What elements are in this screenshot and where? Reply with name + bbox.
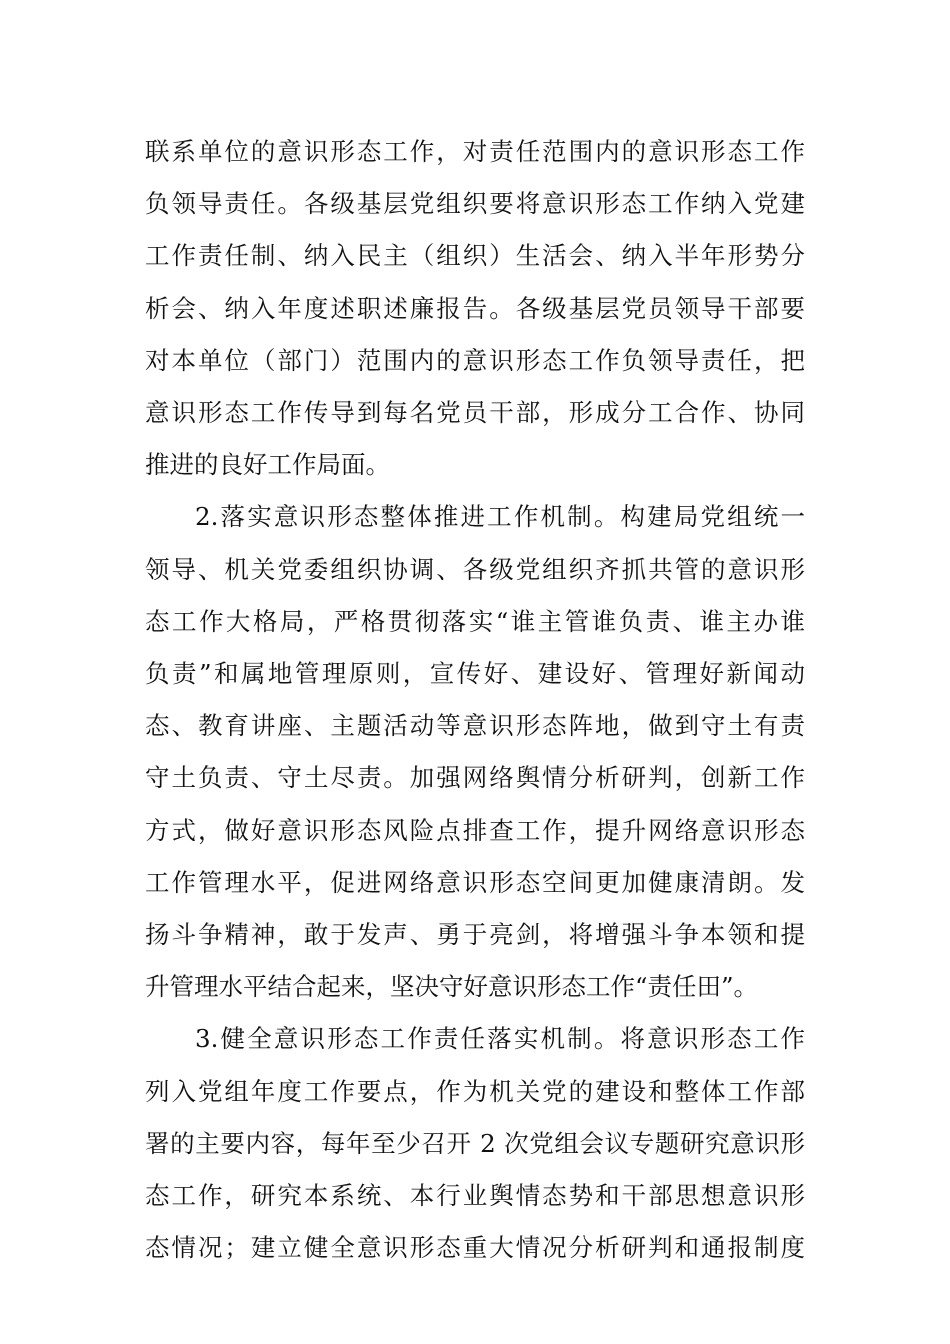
text-line: 态、教育讲座、主题活动等意识形态阵地，做到守土有责 <box>145 711 805 740</box>
text-line: 意识形态工作传导到每名党员干部，形成分工合作、协同 <box>145 398 805 427</box>
text-line: 领导、机关党委组织协调、各级党组织齐抓共管的意识形 <box>145 555 805 584</box>
text-line: 工作管理水平，促进网络意识形态空间更加健康清朗。发 <box>145 868 805 897</box>
text-line: 态工作，研究本系统、本行业舆情态势和干部思想意识形 <box>145 1181 805 1210</box>
text-line: 析会、纳入年度述职述廉报告。各级基层党员领导干部要 <box>145 294 805 323</box>
text-line: 态情况；建立健全意识形态重大情况分析研判和通报制度 <box>145 1233 805 1262</box>
paragraph-heading-2: 2.落实意识形态整体推进工作机制。构建局党组统一 <box>195 502 805 531</box>
text-line: 守土负责、守土尽责。加强网络舆情分析研判，创新工作 <box>145 763 805 792</box>
text-line: 负责”和属地管理原则，宣传好、建设好、管理好新闻动 <box>145 659 805 688</box>
text-line: 工作责任制、纳入民主（组织）生活会、纳入半年形势分 <box>145 241 805 270</box>
paragraph-heading-3: 3.健全意识形态工作责任落实机制。将意识形态工作 <box>195 1024 805 1053</box>
text-line: 署的主要内容，每年至少召开 2 次党组会议专题研究意识形 <box>145 1129 805 1158</box>
text-line: 扬斗争精神，敢于发声、勇于亮剑，将增强斗争本领和提 <box>145 920 805 949</box>
text-line: 推进的良好工作局面。 <box>145 450 390 479</box>
text-line: 升管理水平结合起来，坚决守好意识形态工作“责任田”。 <box>145 972 759 1001</box>
text-line: 联系单位的意识形态工作，对责任范围内的意识形态工作 <box>145 137 805 166</box>
text-line: 列入党组年度工作要点，作为机关党的建设和整体工作部 <box>145 1077 805 1106</box>
text-line: 负领导责任。各级基层党组织要将意识形态工作纳入党建 <box>145 189 805 218</box>
text-line: 方式，做好意识形态风险点排查工作，提升网络意识形态 <box>145 816 805 845</box>
text-line: 对本单位（部门）范围内的意识形态工作负领导责任，把 <box>145 346 805 375</box>
text-line: 态工作大格局，严格贯彻落实“谁主管谁负责、谁主办谁 <box>145 607 805 636</box>
